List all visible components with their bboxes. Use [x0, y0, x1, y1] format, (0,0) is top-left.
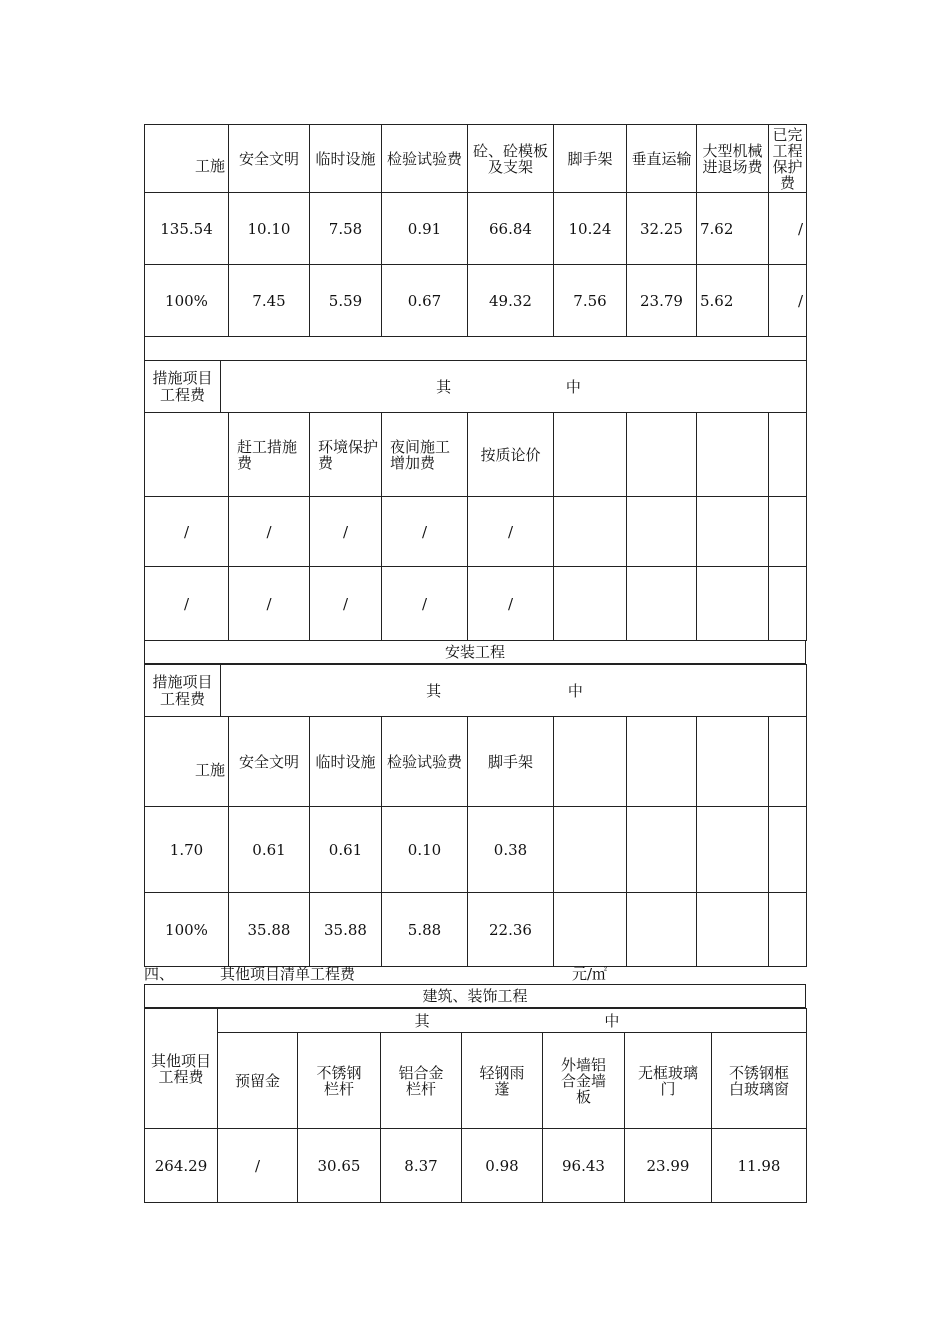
- group-row: [145, 665, 807, 717]
- row-label: 措施项目工程费: [145, 665, 221, 717]
- empty-cell: [554, 413, 627, 497]
- cell: 10.10: [229, 193, 310, 265]
- cell: 7.62: [697, 193, 769, 265]
- header-cell: 砼、砼模板及支架: [468, 125, 554, 193]
- cell: 96.43: [543, 1129, 625, 1203]
- cell: [627, 567, 697, 641]
- cell: 0.98: [462, 1129, 543, 1203]
- table-header-row: [145, 717, 807, 807]
- header-cell: 临时设施: [310, 125, 382, 193]
- cell: 22.36: [468, 893, 554, 967]
- header-cell: 工施: [145, 717, 229, 807]
- cell: 49.32: [468, 265, 554, 337]
- cell: /: [382, 497, 468, 567]
- table-row: [145, 807, 807, 893]
- cell: /: [145, 567, 229, 641]
- header-cell: 工施: [145, 125, 229, 193]
- measures-table-2: [144, 360, 807, 413]
- qizhong-cell: [221, 361, 807, 413]
- cell: 100%: [145, 893, 229, 967]
- row-label: 措施项目工程费: [145, 361, 221, 413]
- cell: /: [468, 567, 554, 641]
- empty-cell: [769, 413, 807, 497]
- section-title: 其他项目清单工程费: [220, 965, 356, 983]
- cell: /: [145, 497, 229, 567]
- cell: 0.10: [382, 807, 468, 893]
- cell: 5.59: [310, 265, 382, 337]
- cell: 8.37: [381, 1129, 462, 1203]
- empty-cell: [627, 413, 697, 497]
- cell: [697, 807, 769, 893]
- header-cell: 脚手架: [468, 717, 554, 807]
- cell: [697, 497, 769, 567]
- header-cell: 按质论价: [468, 413, 554, 497]
- header-cell: 安全文明: [229, 717, 310, 807]
- header-cell: 不锈钢栏杆: [298, 1033, 381, 1129]
- measures-table-3b: [144, 716, 807, 967]
- section-title-building: 建筑、装饰工程: [144, 984, 806, 1008]
- measures-table-1: [144, 124, 807, 361]
- table-row: [145, 265, 807, 337]
- cell: 1.70: [145, 807, 229, 893]
- qizhong-cell: [221, 665, 807, 717]
- qizhong-left: 其: [436, 377, 452, 396]
- empty-cell: [697, 413, 769, 497]
- cell: 100%: [145, 265, 229, 337]
- group-row: [145, 1009, 807, 1033]
- header-cell: 夜间施工增加费: [382, 413, 468, 497]
- qizhong-left: 其: [426, 681, 442, 700]
- header-cell: 垂直运输: [627, 125, 697, 193]
- header-cell: 预留金: [218, 1033, 298, 1129]
- header-cell: 不锈钢框白玻璃窗: [712, 1033, 807, 1129]
- header-cell: 安全文明: [229, 125, 310, 193]
- cell: 10.24: [554, 193, 627, 265]
- header-cell: 检验试验费: [382, 717, 468, 807]
- qizhong-left: 其: [414, 1011, 430, 1030]
- measures-table-3: [144, 664, 807, 717]
- cell: [627, 893, 697, 967]
- header-cell: 检验试验费: [382, 125, 468, 193]
- row-label: 其他项目工程费: [145, 1009, 218, 1129]
- qizhong-right: 中: [567, 681, 583, 700]
- table-row: [145, 1129, 807, 1203]
- cell: [554, 807, 627, 893]
- cell: 66.84: [468, 193, 554, 265]
- section-number: 四、: [144, 965, 175, 983]
- table-row: [145, 193, 807, 265]
- cell: /: [229, 497, 310, 567]
- table-row: [145, 893, 807, 967]
- other-items-table: [144, 1008, 807, 1203]
- cell: 23.79: [627, 265, 697, 337]
- header-cell: 外墙铝合金墙板: [543, 1033, 625, 1129]
- cell: [554, 567, 627, 641]
- cell: [769, 807, 807, 893]
- cell: /: [769, 193, 807, 265]
- qizhong-cell: [218, 1009, 807, 1033]
- header-cell: [145, 413, 229, 497]
- cell: [697, 893, 769, 967]
- cell: /: [769, 265, 807, 337]
- section-heading-other: [144, 964, 806, 984]
- empty-cell: [697, 717, 769, 807]
- cell: /: [382, 567, 468, 641]
- header-cell: 轻钢雨蓬: [462, 1033, 543, 1129]
- header-cell: 铝合金栏杆: [381, 1033, 462, 1129]
- header-cell: 环境保护费: [310, 413, 382, 497]
- table-header-row: [145, 413, 807, 497]
- empty-cell: [769, 717, 807, 807]
- cell: 7.58: [310, 193, 382, 265]
- spacer-row: [145, 337, 807, 361]
- cell: 23.99: [625, 1129, 712, 1203]
- cell: [554, 893, 627, 967]
- cell: [769, 893, 807, 967]
- cell: [627, 807, 697, 893]
- header-cell: 无框玻璃门: [625, 1033, 712, 1129]
- header-cell: 脚手架: [554, 125, 627, 193]
- cell: 11.98: [712, 1129, 807, 1203]
- cell: 30.65: [298, 1129, 381, 1203]
- measures-table-2b: [144, 412, 807, 641]
- table-header-row: [145, 1033, 807, 1129]
- cell: /: [310, 497, 382, 567]
- cell: /: [218, 1129, 298, 1203]
- cell: [627, 497, 697, 567]
- cell: [554, 497, 627, 567]
- empty-cell: [554, 717, 627, 807]
- cell: 7.45: [229, 265, 310, 337]
- cell: 0.61: [310, 807, 382, 893]
- table-row: [145, 497, 807, 567]
- group-row: [145, 361, 807, 413]
- empty-cell: [145, 337, 807, 361]
- cell: 35.88: [229, 893, 310, 967]
- qizhong-right: 中: [604, 1011, 620, 1030]
- section-title-install: 安装工程: [144, 640, 806, 664]
- cell: [769, 567, 807, 641]
- empty-cell: [627, 717, 697, 807]
- cell: /: [229, 567, 310, 641]
- cell: /: [468, 497, 554, 567]
- cell: 35.88: [310, 893, 382, 967]
- cell: 5.62: [697, 265, 769, 337]
- cell: 0.91: [382, 193, 468, 265]
- cell: 7.56: [554, 265, 627, 337]
- cell: 0.38: [468, 807, 554, 893]
- cell: 0.61: [229, 807, 310, 893]
- cell: 135.54: [145, 193, 229, 265]
- cell: 32.25: [627, 193, 697, 265]
- header-cell: 赶工措施费: [229, 413, 310, 497]
- header-cell: 大型机械进退场费: [697, 125, 769, 193]
- table-header-row: [145, 125, 807, 193]
- cell: /: [310, 567, 382, 641]
- header-cell: 已完工程保护费: [769, 125, 807, 193]
- cell: 5.88: [382, 893, 468, 967]
- cell: [769, 497, 807, 567]
- cell: [697, 567, 769, 641]
- qizhong-right: 中: [565, 377, 581, 396]
- table-row: [145, 567, 807, 641]
- cell: 264.29: [145, 1129, 218, 1203]
- cell: 0.67: [382, 265, 468, 337]
- section-unit: 元/㎡: [572, 965, 608, 983]
- header-cell: 临时设施: [310, 717, 382, 807]
